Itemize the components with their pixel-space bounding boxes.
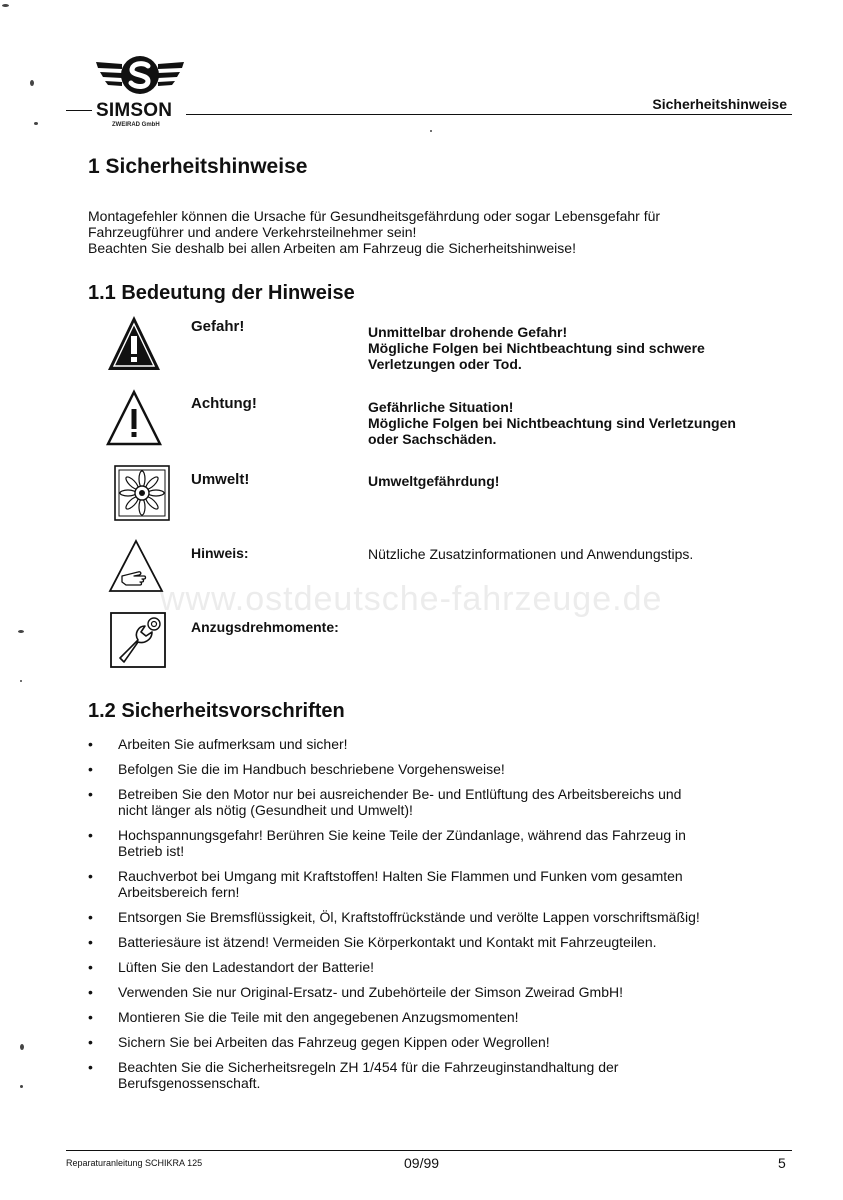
list-item [84, 1034, 784, 1050]
desc-line: Unmittelbar drohende Gefahr! [368, 324, 568, 340]
page-number: 5 [778, 1155, 786, 1171]
footer-date: 09/99 [404, 1155, 440, 1171]
rule-line: Verwenden Sie nur Original-Ersatz- und Zubehörteile der Simson Zweirad GmbH! [118, 984, 624, 1000]
list-item [84, 909, 784, 925]
desc-line: Mögliche Folgen bei Nichtbeachtung sind Verletzungen [368, 415, 736, 431]
symbol-label-anzugsdrehmomente: Anzugsdrehmomente: [191, 619, 339, 635]
section-1-title: 1 Sicherheitshinweise [88, 155, 308, 178]
footer-document-title: Reparaturanleitung SCHIKRA 125 [66, 1158, 203, 1168]
symbol-label-hinweis: Hinweis: [191, 545, 249, 561]
desc-line: Verletzungen oder Tod. [368, 356, 522, 372]
rule-line: Entsorgen Sie Bremsflüssigkeit, Öl, Kraftstoffrückstände und verölte Lappen vorschriftsmäßig! [118, 909, 700, 925]
list-item [84, 786, 784, 818]
safety-rules-list [84, 736, 784, 1100]
simson-wing-logo-icon [92, 52, 188, 102]
symbol-desc-umwelt [368, 473, 788, 489]
list-item [84, 827, 784, 859]
symbol-desc-gefahr [368, 324, 788, 372]
caution-triangle-icon [106, 389, 162, 452]
symbol-label-achtung: Achtung! [191, 395, 257, 412]
symbol-desc-hinweis [368, 546, 788, 562]
section-1-2-title: 1.2 Sicherheitsvorschriften [88, 700, 345, 722]
list-item [84, 868, 784, 900]
rule-line: Sichern Sie bei Arbeiten das Fahrzeug gegen Kippen oder Wegrollen! [118, 1034, 550, 1050]
wrench-torque-icon [110, 612, 166, 673]
rule-line: Betrieb ist! [118, 843, 185, 859]
rule-line: nicht länger als nötig (Gesundheit und Umwelt)! [118, 802, 413, 818]
list-item [84, 736, 784, 752]
desc-line: oder Sachschäden. [368, 431, 497, 447]
rule-line: Lüften Sie den Ladestandort der Batterie! [118, 959, 375, 975]
intro-paragraph [88, 208, 778, 256]
rule-line: Befolgen Sie die im Handbuch beschriebene Vorgehensweise! [118, 761, 505, 777]
rule-line: • Betreiben Sie den Motor nur bei ausreichender Be- und Entlüftung des Arbeitsbereichs und [118, 786, 682, 802]
pointing-hand-triangle-icon [108, 538, 164, 599]
list-item [84, 984, 784, 1000]
desc-line: Gefährliche Situation! [368, 399, 514, 415]
intro-line: Fahrzeugführer und andere Verkehrsteilnehmer sein! [88, 224, 417, 240]
symbol-desc-achtung [368, 399, 788, 447]
rule-line: Arbeiten Sie aufmerksam und sicher! [118, 736, 348, 752]
section-1-1-title: 1.1 Bedeutung der Hinweise [88, 282, 355, 304]
list-item [84, 1059, 784, 1091]
rule-line: • Hochspannungsgefahr! Berühren Sie keine Teile der Zündanlage, während das Fahrzeug in [118, 827, 686, 843]
running-head: Sicherheitshinweise [652, 96, 787, 112]
header-rule-left [66, 110, 92, 111]
rule-line: Montieren Sie die Teile mit den angegebenen Anzugsmomenten! [118, 1009, 519, 1025]
rule-line: • Rauchverbot bei Umgang mit Kraftstoffen! Halten Sie Flammen und Funken vom gesamten [118, 868, 683, 884]
footer-rule [66, 1150, 792, 1151]
danger-triangle-filled-icon [106, 314, 162, 377]
desc-line: Umweltgefährdung! [368, 473, 500, 489]
symbol-label-gefahr: Gefahr! [191, 318, 245, 335]
environment-flower-icon [114, 465, 170, 526]
list-item [84, 1009, 784, 1025]
intro-line: Beachten Sie deshalb bei allen Arbeiten am Fahrzeug die Sicherheitshinweise! [88, 240, 576, 256]
desc-line: Mögliche Folgen bei Nichtbeachtung sind schwere [368, 340, 705, 356]
rule-line: Arbeitsbereich fern! [118, 884, 240, 900]
intro-line: Montagefehler können die Ursache für Gesundheitsgefährdung oder sogar Lebensgefahr für [88, 208, 661, 224]
watermark-text: www.ostdeutsche-fahrzeuge.de [160, 580, 663, 618]
list-item [84, 959, 784, 975]
brand-name: SIMSON [96, 100, 173, 121]
desc-line: Nützliche Zusatzinformationen und Anwendungstips. [368, 546, 694, 562]
rule-line: Berufsgenossenschaft. [118, 1075, 261, 1091]
header-rule-right [186, 114, 792, 115]
rule-line: Batteriesäure ist ätzend! Vermeiden Sie Körperkontakt und Kontakt mit Fahrzeugteilen. [118, 934, 657, 950]
simson-logo [92, 52, 188, 142]
list-item [84, 761, 784, 777]
brand-subtitle: ZWEIRAD GmbH [112, 122, 160, 128]
rule-line: • Beachten Sie die Sicherheitsregeln ZH 1/454 für die Fahrzeuginstandhaltung der [118, 1059, 619, 1075]
symbol-label-umwelt: Umwelt! [191, 471, 250, 488]
list-item [84, 934, 784, 950]
